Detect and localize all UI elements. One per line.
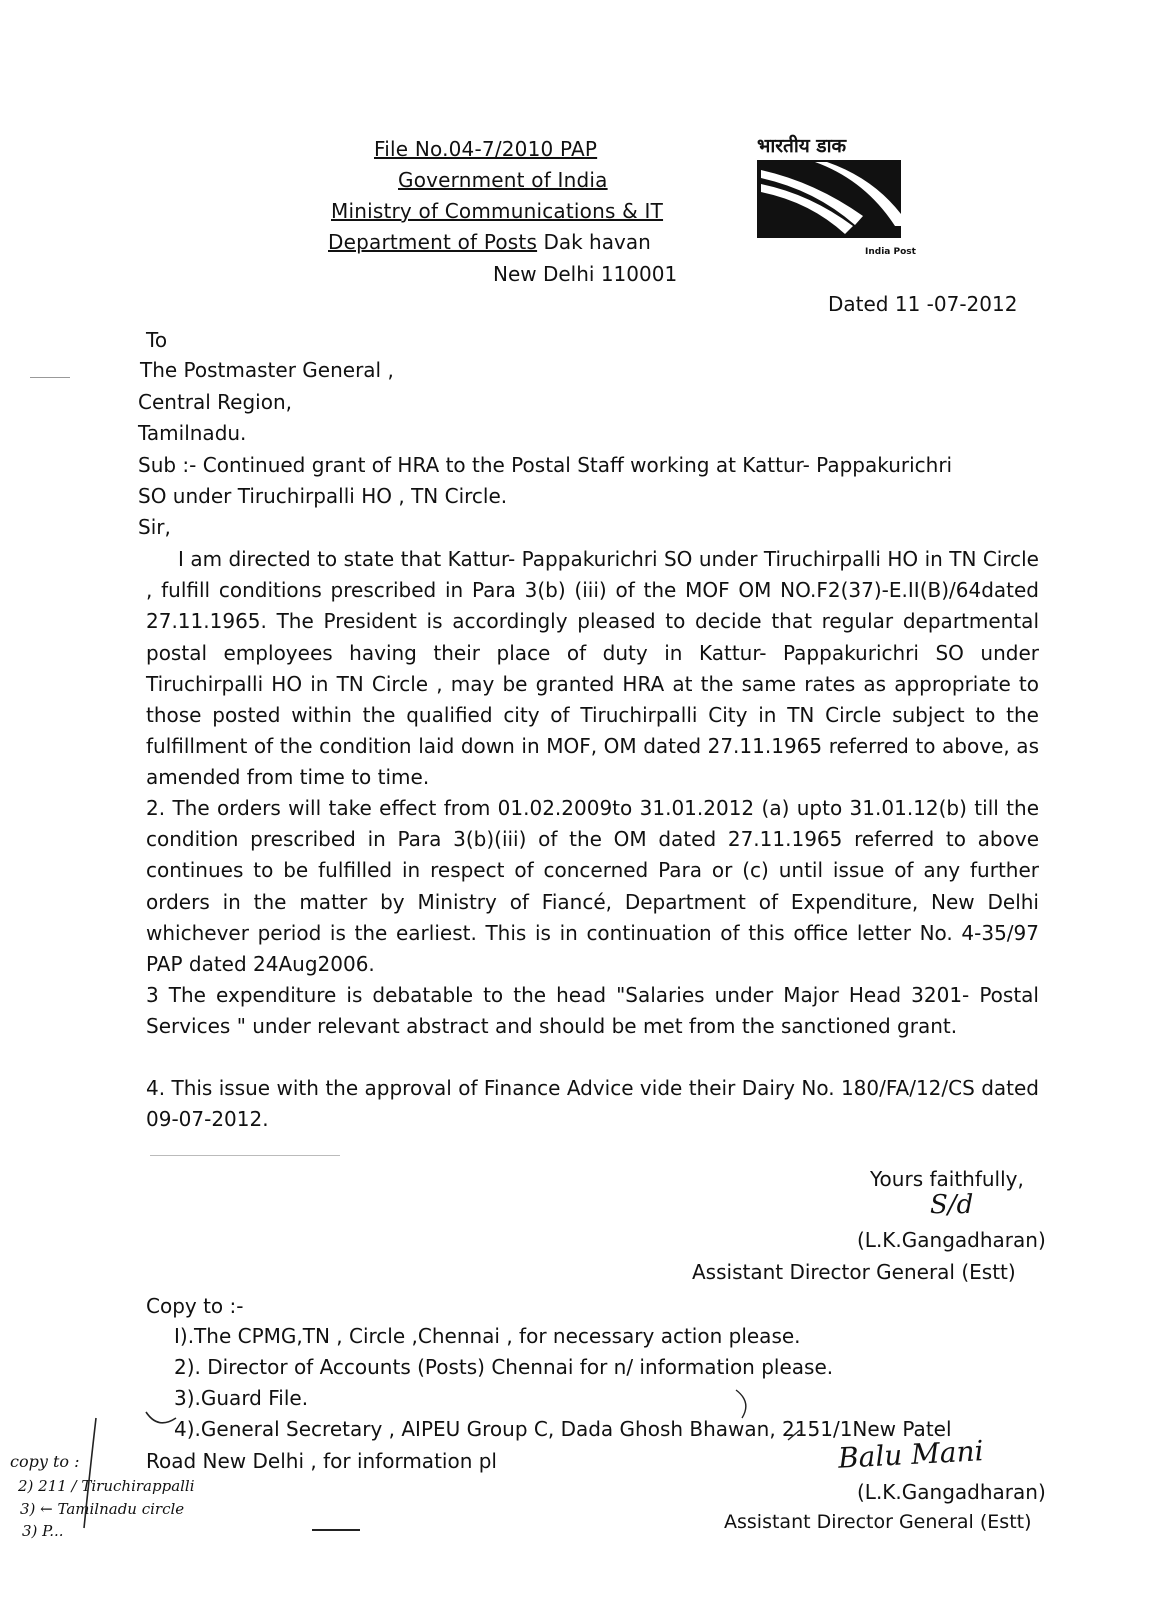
addressee-line-1: The Postmaster General , bbox=[140, 358, 394, 382]
copy-item-4-line-1: 4).General Secretary , AIPEU Group C, Dada Ghosh Bhawan, 2151/1New Patel bbox=[174, 1417, 952, 1441]
ministry-heading: Ministry of Communications & IT bbox=[331, 199, 664, 223]
signatory-2-name: (L.K.Gangadharan) bbox=[857, 1480, 1046, 1504]
paragraph-3: 3 The expenditure is debatable to the head "Salaries under Major Head 3201- Postal Services " under relevant abstract and should be met from the sanctioned grant. bbox=[146, 983, 1039, 1039]
signature-mark: S/d bbox=[930, 1190, 974, 1220]
copy-item-3: 3).Guard File. bbox=[174, 1386, 309, 1410]
department-heading: Department of Posts bbox=[328, 230, 538, 254]
building-name: Dak havan bbox=[537, 230, 651, 254]
margin-note-4: 3) P... bbox=[22, 1522, 64, 1540]
file-number: File No.04-7/2010 PAP bbox=[374, 137, 598, 161]
closing: Yours faithfully, bbox=[870, 1167, 1024, 1191]
copy-item-1: I).The CPMG,TN , Circle ,Chennai , for necessary action please. bbox=[174, 1324, 801, 1348]
margin-note-1: copy to : bbox=[10, 1452, 80, 1471]
signatory-2-title: Assistant Director General (Estt) bbox=[724, 1511, 1032, 1533]
copy-item-4-line-2: Road New Delhi , for information pl bbox=[146, 1449, 497, 1473]
copy-heading: Copy to :- bbox=[146, 1294, 244, 1318]
city-line: New Delhi 110001 bbox=[493, 262, 678, 286]
paragraph-2: 2. The orders will take effect from 01.02.2009to 31.01.2012 (a) upto 31.01.12(b) till the condition prescribed in Para 3(b)(iii) of the OM dated 27.11.1965 referred to above continues to be fulfilled in respect of concerned Para or (c) until issue of any further orders in the matter by Ministry of Fiancé, Department of Expenditure, New Delhi whichever period is the earliest. This is in continuation of this office letter No. 4-35/97 PAP dated 24Aug2006. bbox=[146, 796, 1039, 977]
paragraph-4: 4. This issue with the approval of Finance Advice vide their Dairy No. 180/FA/12/CS dated 09-07-2012. bbox=[146, 1076, 1039, 1132]
margin-note-3: 3) ← Tamilnadu circle bbox=[20, 1500, 185, 1518]
addressee-line-3: Tamilnadu. bbox=[138, 421, 247, 445]
salutation: Sir, bbox=[138, 515, 171, 539]
government-heading: Government of India bbox=[398, 168, 608, 192]
subject-line-2: SO under Tiruchirpalli HO , TN Circle. bbox=[138, 484, 508, 508]
date-line: Dated 11 -07-2012 bbox=[828, 292, 1018, 316]
addressee-line-2: Central Region, bbox=[138, 390, 293, 414]
copy-item-2: 2). Director of Accounts (Posts) Chennai for n/ information please. bbox=[174, 1355, 834, 1379]
signatory-title: Assistant Director General (Estt) bbox=[692, 1260, 1016, 1284]
logo-caption: India Post bbox=[865, 247, 916, 257]
paragraph-1: I am directed to state that Kattur- Pappakurichri SO under Tiruchirpalli HO in TN Circle , fulfill conditions prescribed in Para 3(b) (iii) of the MOF OM NO.F2(37)-E.II(B)/64dated 27.11.1965. The President is accordingly pleased to decide that regular departmental postal employees having their place of duty in Kattur- Pappakurichri SO under Tiruchirpalli HO in TN Circle , may be granted HRA at the same rates as appropriate to those posted within the qualified city of Tiruchirpalli City in TN Circle subject to the fulfillment of the condition laid down in MOF, OM dated 27.11.1965 referred to above, as amended from time to time. bbox=[146, 547, 1039, 790]
handwritten-signature: Balu Mani bbox=[837, 1434, 985, 1475]
signatory-name: (L.K.Gangadharan) bbox=[857, 1228, 1046, 1252]
margin-note-2: 2) 211 / Tiruchirappalli bbox=[18, 1477, 195, 1495]
subject-line-1: Sub :- Continued grant of HRA to the Postal Staff working at Kattur- Pappakurichri bbox=[138, 453, 953, 477]
to-label: To bbox=[146, 328, 168, 352]
logo-hindi-text: भारतीय डाक bbox=[757, 135, 847, 157]
